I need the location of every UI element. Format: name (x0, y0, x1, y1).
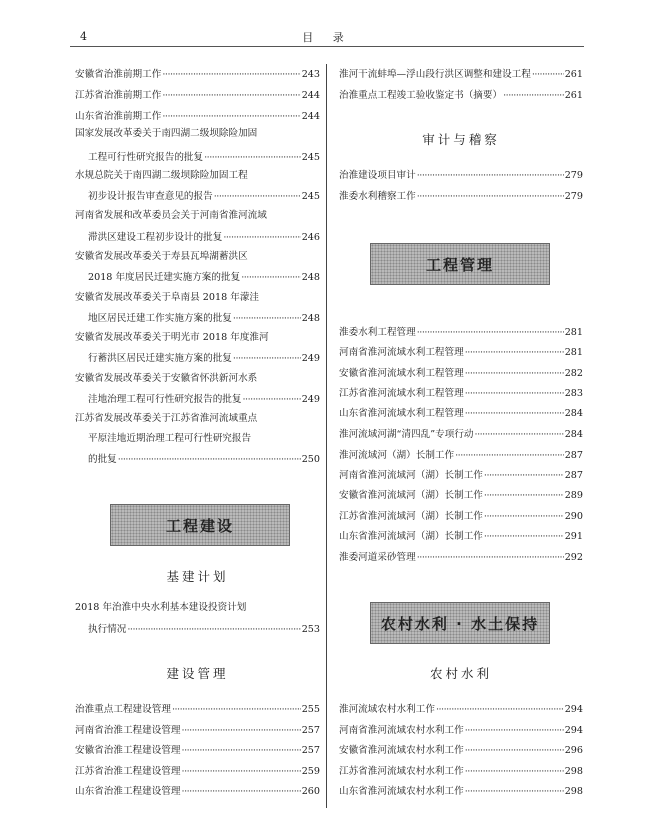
subsection-heading: 农村水利 (429, 666, 492, 681)
toc-entry[interactable]: 江苏省淮河流域河（湖）长制工作 ····· 290 (339, 509, 583, 525)
page-header (70, 24, 584, 47)
subsection-heading: 审计与稽察 (422, 132, 500, 147)
toc-entry[interactable]: 治淮重点工程建设管理 ····· 255 (75, 702, 320, 718)
section-banner-engineering-construction: 工程建设 (110, 504, 290, 546)
toc-entry[interactable]: 执行情况 ····· 253 (75, 622, 320, 638)
toc-entry[interactable]: 治淮重点工程竣工验收鉴定书（摘要） ····· 261 (339, 88, 583, 104)
toc-entry-line: 河南省发展和改革委员会关于河南省淮河流域 (75, 210, 267, 221)
toc-entry[interactable]: 洼地治理工程可行性研究报告的批复 ····· 249 (75, 392, 320, 408)
toc-entry[interactable]: 治淮建设项目审计 ····· 279 (339, 168, 583, 184)
toc-entry-line: 安徽省发展改革委关于阜南县 2018 年濛洼 (75, 292, 260, 303)
subsection-heading: 基建计划 (166, 569, 229, 584)
toc-entry[interactable]: 地区居民迁建工作实施方案的批复 ····· 248 (75, 311, 320, 327)
toc-entry[interactable]: 山东省治淮工程建设管理 ····· 260 (75, 784, 320, 800)
toc-entry[interactable]: 山东省淮河流域农村水利工作 ····· 298 (339, 784, 583, 800)
toc-entry[interactable]: 河南省治淮工程建设管理 ····· 257 (75, 723, 320, 739)
header-title: 目 录 (302, 31, 352, 44)
toc-entry[interactable]: 江苏省淮河流域水利工程管理 ····· 283 (339, 386, 583, 402)
toc-entry[interactable]: 河南省淮河流域河（湖）长制工作 ····· 287 (339, 468, 583, 484)
toc-entry[interactable]: 2018 年度居民迁建实施方案的批复 ····· 248 (75, 270, 320, 286)
toc-entry-line: 安徽省发展改革委关于安徽省怀洪新河水系 (75, 373, 258, 384)
toc-entry[interactable]: 行蓄洪区居民迁建实施方案的批复 ····· 249 (75, 351, 320, 367)
section-banner-engineering-management: 工程管理 (370, 243, 550, 285)
toc-entry[interactable]: 淮委水利稽察工作 ····· 279 (339, 189, 583, 205)
section-banner-rural-water: 农村水利 · 水土保持 (370, 602, 550, 644)
column-divider (326, 64, 327, 808)
toc-entry[interactable]: 淮河流域河（湖）长制工作 ····· 287 (339, 448, 583, 464)
toc-entry-line: 安徽省发展改革委关于明光市 2018 年度淮河 (75, 332, 269, 343)
toc-entry[interactable]: 山东省淮河流域河（湖）长制工作 ····· 291 (339, 529, 583, 545)
toc-entry[interactable]: 江苏省治淮前期工作 ····· 244 (75, 88, 320, 104)
toc-entry[interactable]: 淮委水利工程管理 ····· 281 (339, 325, 583, 341)
toc-entry[interactable]: 河南省淮河流域水利工程管理 ····· 281 (339, 345, 583, 361)
toc-entry[interactable]: 的批复 ····· 250 (75, 452, 320, 468)
toc-entry[interactable]: 工程可行性研究报告的批复 ····· 245 (75, 150, 320, 166)
toc-entry[interactable]: 安徽省淮河流域农村水利工作 ····· 296 (339, 743, 583, 759)
toc-entry[interactable]: 初步设计报告审查意见的报告 ····· 245 (75, 189, 320, 205)
toc-entry[interactable]: 安徽省淮河流域河（湖）长制工作 ····· 289 (339, 488, 583, 504)
toc-entry-line: 水规总院关于南四湖二级坝除险加固工程 (75, 170, 248, 181)
toc-entry[interactable]: 江苏省淮河流域农村水利工作 ····· 298 (339, 764, 583, 780)
toc-entry[interactable]: 淮委河道采砂管理 ····· 292 (339, 550, 583, 566)
toc-entry[interactable]: 淮河流域农村水利工作 ····· 294 (339, 702, 583, 718)
toc-entry[interactable]: 安徽省治淮工程建设管理 ····· 257 (75, 743, 320, 759)
toc-entry[interactable]: 淮河干流蚌埠—浮山段行洪区调整和建设工程 ····· 261 (339, 67, 583, 83)
toc-entry-line: 江苏省发展改革委关于江苏省淮河流域重点 (75, 413, 258, 424)
toc-entry-line: 安徽省发展改革委关于寿县瓦埠湖蓄洪区 (75, 251, 248, 262)
toc-entry[interactable]: 山东省淮河流域水利工程管理 ····· 284 (339, 406, 583, 422)
toc-entry[interactable]: 山东省治淮前期工作 ····· 244 (75, 109, 320, 125)
toc-entry[interactable]: 安徽省治淮前期工作 ····· 243 (75, 67, 320, 83)
toc-entry[interactable]: 安徽省淮河流域水利工程管理 ····· 282 (339, 366, 583, 382)
toc-entry[interactable]: 滞洪区建设工程初步设计的批复 ····· 246 (75, 230, 320, 246)
subsection-heading: 建设管理 (166, 666, 229, 681)
toc-entry[interactable]: 淮河流域河湖“清四乱”专项行动 ····· 284 (339, 427, 583, 443)
toc-entry[interactable]: 江苏省治淮工程建设管理 ····· 259 (75, 764, 320, 780)
toc-entry-line: 国家发展改革委关于南四湖二级坝除险加固 (75, 128, 258, 139)
toc-entry-line: 平原洼地近期治理工程可行性研究报告 (88, 433, 252, 444)
page-number: 4 (80, 30, 87, 43)
toc-entry[interactable]: 河南省淮河流域农村水利工作 ····· 294 (339, 723, 583, 739)
toc-entry-line: 2018 年治淮中央水利基本建设投资计划 (75, 602, 247, 613)
